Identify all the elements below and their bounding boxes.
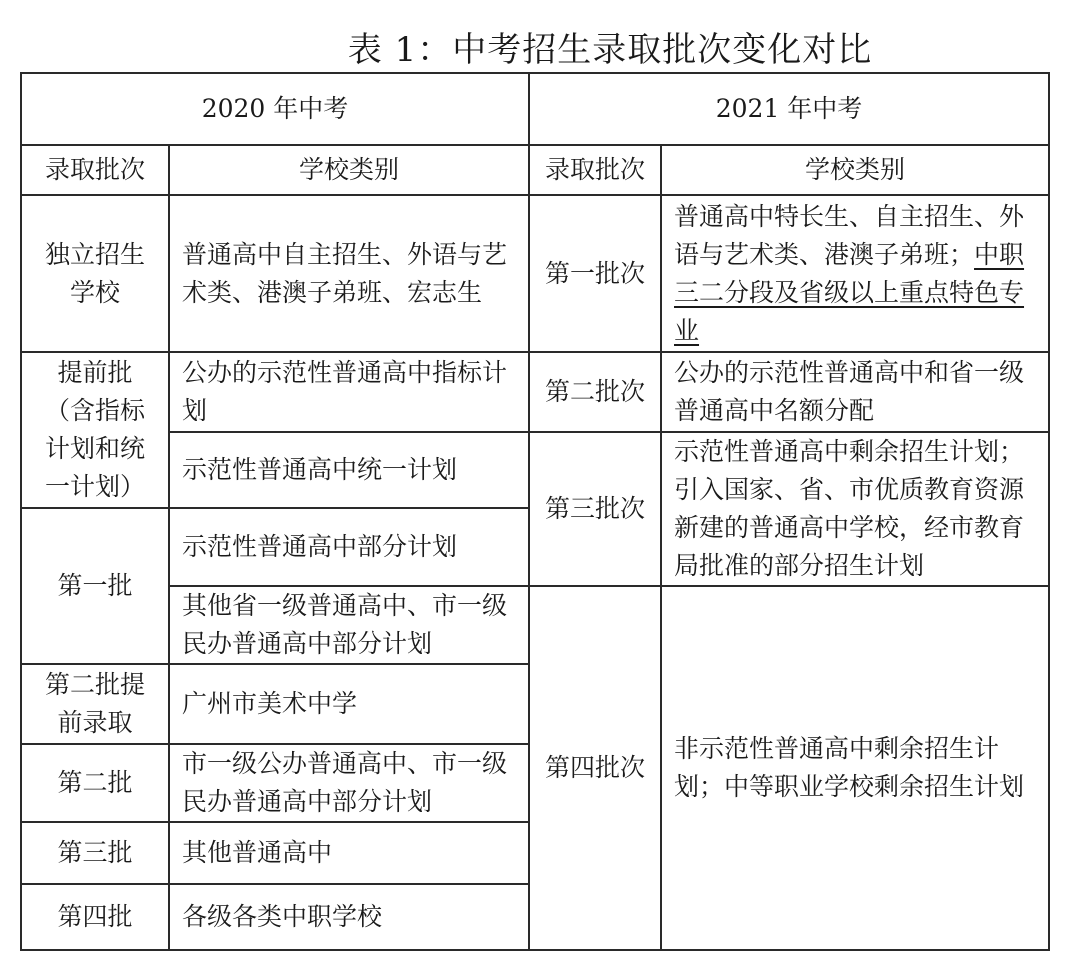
table-title: 表 1：中考招生录取批次变化对比 xyxy=(347,30,873,70)
year-header-row xyxy=(21,73,1049,145)
batch-2021-first: 第一批次 xyxy=(529,195,661,352)
school-2020-first-partial: 示范性普通高中部分计划 xyxy=(169,508,529,586)
school-2020-early-quota: 公办的示范性普通高中指标计划 xyxy=(169,352,529,432)
table-row xyxy=(21,586,1049,664)
header-2020: 2020 年中考 xyxy=(21,73,529,145)
batch-2020-fourth: 第四批 xyxy=(21,884,169,950)
batch-2020-early: 提前批（含指标计划和统一计划） xyxy=(21,352,169,508)
school-2021-second: 公办的示范性普通高中和省一级普通高中名额分配 xyxy=(661,352,1049,432)
school-2020-independent: 普通高中自主招生、外语与艺术类、港澳子弟班、宏志生 xyxy=(169,195,529,352)
school-2020-second-early: 广州市美术中学 xyxy=(169,664,529,744)
batch-2021-third: 第三批次 xyxy=(529,432,661,586)
col-school-2020: 学校类别 xyxy=(169,145,529,195)
header-2021: 2021 年中考 xyxy=(529,73,1049,145)
school-2021-first-text: 普通高中特长生、自主招生、外语与艺术类、港澳子弟班； xyxy=(674,201,1025,269)
batch-2020-first: 第一批 xyxy=(21,508,169,664)
batch-2021-second: 第二批次 xyxy=(529,352,661,432)
batch-2021-fourth: 第四批次 xyxy=(529,586,661,950)
column-header-row xyxy=(21,145,1049,195)
col-school-2021: 学校类别 xyxy=(661,145,1049,195)
table-row xyxy=(21,195,1049,352)
school-2020-early-unified: 示范性普通高中统一计划 xyxy=(169,432,529,508)
batch-2020-second-early: 第二批提前录取 xyxy=(21,664,169,744)
comparison-table xyxy=(20,72,1050,951)
table-row xyxy=(21,432,1049,508)
col-batch-2020: 录取批次 xyxy=(21,145,169,195)
school-2020-second: 市一级公办普通高中、市一级民办普通高中部分计划 xyxy=(169,744,529,822)
school-2020-third: 其他普通高中 xyxy=(169,822,529,884)
batch-2020-second: 第二批 xyxy=(21,744,169,822)
batch-2020-independent: 独立招生学校 xyxy=(21,195,169,352)
batch-2020-third: 第三批 xyxy=(21,822,169,884)
school-2021-first-underlined: 中职三二分段及省级以上重点特色专业 xyxy=(674,239,1025,345)
school-2020-first-other: 其他省一级普通高中、市一级民办普通高中部分计划 xyxy=(169,586,529,664)
school-2021-third: 示范性普通高中剩余招生计划；引入国家、省、市优质教育资源新建的普通高中学校，经市教育局批准的部分招生计划 xyxy=(661,432,1049,586)
col-batch-2021: 录取批次 xyxy=(529,145,661,195)
school-2021-first xyxy=(661,195,1049,352)
table-row xyxy=(21,352,1049,432)
school-2021-fourth: 非示范性普通高中剩余招生计划；中等职业学校剩余招生计划 xyxy=(661,586,1049,950)
school-2020-fourth: 各级各类中职学校 xyxy=(169,884,529,950)
